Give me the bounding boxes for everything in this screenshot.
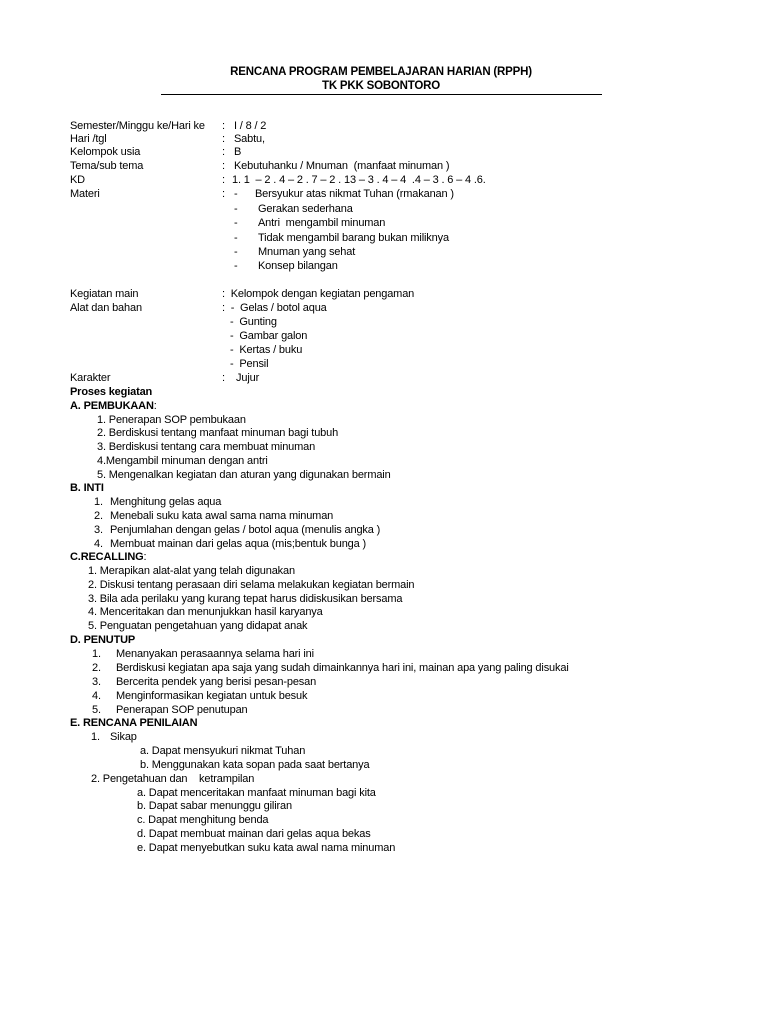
info-colon: : [222, 120, 225, 132]
info-label: Tema/sub tema [70, 160, 144, 172]
document-title: RENCANA PROGRAM PEMBELAJARAN HARIAN (RPPH) [230, 66, 532, 78]
kegiatan-main-value: : Kelompok dengan kegiatan pengaman [222, 288, 415, 300]
header-divider [161, 94, 602, 95]
penutup-item: Berdiskusi kegiatan apa saja yang sudah dimainkannya hari ini, mainan apa yang paling disukai [116, 662, 569, 674]
kegiatan-main-label: Kegiatan main [70, 288, 139, 300]
sikap-item: a. Dapat mensyukuri nikmat Tuhan [140, 745, 306, 757]
pembukaan-item: 3. Berdiskusi tentang cara membuat minuman [97, 441, 316, 453]
penutup-item: Penerapan SOP penutupan [116, 704, 248, 716]
recalling-item: 2. Diskusi tentang perasaan diri selama melakukan kegiatan bermain [88, 579, 415, 591]
inti-num: 2. [94, 510, 103, 522]
sikap-num: 1. [91, 731, 100, 743]
penutup-item: Bercerita pendek yang berisi pesan-pesan [116, 676, 317, 688]
karakter-colon: : [222, 372, 225, 384]
info-label: Semester/Minggu ke/Hari ke [70, 120, 205, 132]
info-value: - Bersyukur atas nikmat Tuhan (rmakanan ) [234, 188, 454, 200]
karakter-value: Jujur [236, 372, 260, 384]
info-value: Kebutuhanku / Mnuman (manfaat minuman ) [234, 160, 450, 172]
info-value: I / 8 / 2 [234, 120, 267, 132]
inti-item: Penjumlahan dengan gelas / botol aqua (menulis angka ) [110, 524, 381, 536]
recalling-item: 1. Merapikan alat-alat yang telah digunakan [88, 565, 295, 577]
materi-item: Mnuman yang sehat [258, 246, 356, 258]
pembukaan-colon: : [153, 400, 157, 412]
recalling-item: 4. Menceritakan dan menunjukkan hasil karyanya [88, 606, 323, 618]
pengetahuan-item: b. Dapat sabar menunggu giliran [137, 800, 292, 812]
pembukaan-item: 1. Penerapan SOP pembukaan [97, 414, 246, 426]
info-label: Kelompok usia [70, 146, 141, 158]
materi-item: Tidak mengambil barang bukan miliknya [258, 232, 449, 244]
materi-dash: - [234, 260, 238, 272]
karakter-label: Karakter [70, 372, 111, 384]
penutup-item: Menginformasikan kegiatan untuk besuk [116, 690, 308, 702]
recalling-item: 5. Penguatan pengetahuan yang didapat anak [88, 620, 308, 632]
penutup-num: 3. [92, 676, 101, 688]
info-colon: : [222, 133, 225, 145]
penutup-num: 4. [92, 690, 101, 702]
info-value: 1. 1 – 2 . 4 – 2 . 7 – 2 . 13 – 3 . 4 – 4 .4 – 3 . 6 – 4 .6. [232, 174, 486, 186]
sikap-item: b. Menggunakan kata sopan pada saat bertanya [140, 759, 370, 771]
alat-item: - Gunting [230, 316, 277, 328]
pembukaan-item: 4.Mengambil minuman dengan antri [97, 455, 268, 467]
info-colon: : [222, 174, 225, 186]
info-value: B [234, 146, 242, 158]
pengetahuan-item: c. Dapat menghitung benda [137, 814, 269, 826]
alat-item: - Gambar galon [230, 330, 308, 342]
info-label: KD [70, 174, 85, 186]
info-colon: : [222, 160, 225, 172]
inti-item: Menebali suku kata awal sama nama minuman [110, 510, 334, 522]
pengetahuan-item: e. Dapat menyebutkan suku kata awal nama minuman [137, 842, 396, 854]
recalling-heading [70, 551, 146, 564]
materi-dash: - [234, 246, 238, 258]
alat-item: - Kertas / buku [230, 344, 303, 356]
recalling-title: C.RECALLING [70, 551, 144, 563]
pembukaan-title: A. PEMBUKAAN [70, 400, 154, 412]
alat-item: : - Gelas / botol aqua [222, 302, 327, 314]
inti-item: Membuat mainan dari gelas aqua (mis;bentuk bunga ) [110, 538, 367, 550]
recalling-colon: : [143, 551, 147, 563]
pembukaan-item: 2. Berdiskusi tentang manfaat minuman bagi tubuh [97, 427, 339, 439]
info-value: Sabtu, [234, 133, 265, 145]
pengetahuan-item: d. Dapat membuat mainan dari gelas aqua bekas [137, 828, 371, 840]
penilaian-heading: E. RENCANA PENILAIAN [70, 717, 198, 729]
inti-heading: B. INTI [70, 482, 104, 494]
pengetahuan-label: 2. Pengetahuan dan ketrampilan [91, 773, 255, 785]
inti-item: Menghitung gelas aqua [110, 496, 222, 508]
inti-num: 4. [94, 538, 103, 550]
alat-label: Alat dan bahan [70, 302, 142, 314]
materi-dash: - [234, 232, 238, 244]
info-colon: : [222, 146, 225, 158]
proses-heading: Proses kegiatan [70, 386, 153, 398]
alat-item: - Pensil [230, 358, 269, 370]
info-label: Materi [70, 188, 100, 200]
school-name: TK PKK SOBONTORO [322, 80, 440, 92]
inti-num: 1. [94, 496, 103, 508]
materi-item: Gerakan sederhana [258, 203, 353, 215]
materi-dash: - [234, 217, 238, 229]
penutup-num: 2. [92, 662, 101, 674]
pembukaan-heading [70, 400, 157, 413]
info-label: Hari /tgl [70, 133, 107, 145]
pembukaan-item: 5. Mengenalkan kegiatan dan aturan yang digunakan bermain [97, 469, 391, 481]
materi-dash: - [234, 203, 238, 215]
penutup-heading: D. PENUTUP [70, 634, 136, 646]
pengetahuan-item: a. Dapat menceritakan manfaat minuman bagi kita [137, 787, 376, 799]
penutup-item: Menanyakan perasaannya selama hari ini [116, 648, 314, 660]
materi-item: Antri mengambil minuman [258, 217, 386, 229]
recalling-item: 3. Bila ada perilaku yang kurang tepat harus didiskusikan bersama [88, 593, 403, 605]
penutup-num: 1. [92, 648, 101, 660]
penutup-num: 5. [92, 704, 101, 716]
inti-num: 3. [94, 524, 103, 536]
materi-item: Konsep bilangan [258, 260, 338, 272]
sikap-label: Sikap [110, 731, 137, 743]
info-colon: : [222, 188, 225, 200]
